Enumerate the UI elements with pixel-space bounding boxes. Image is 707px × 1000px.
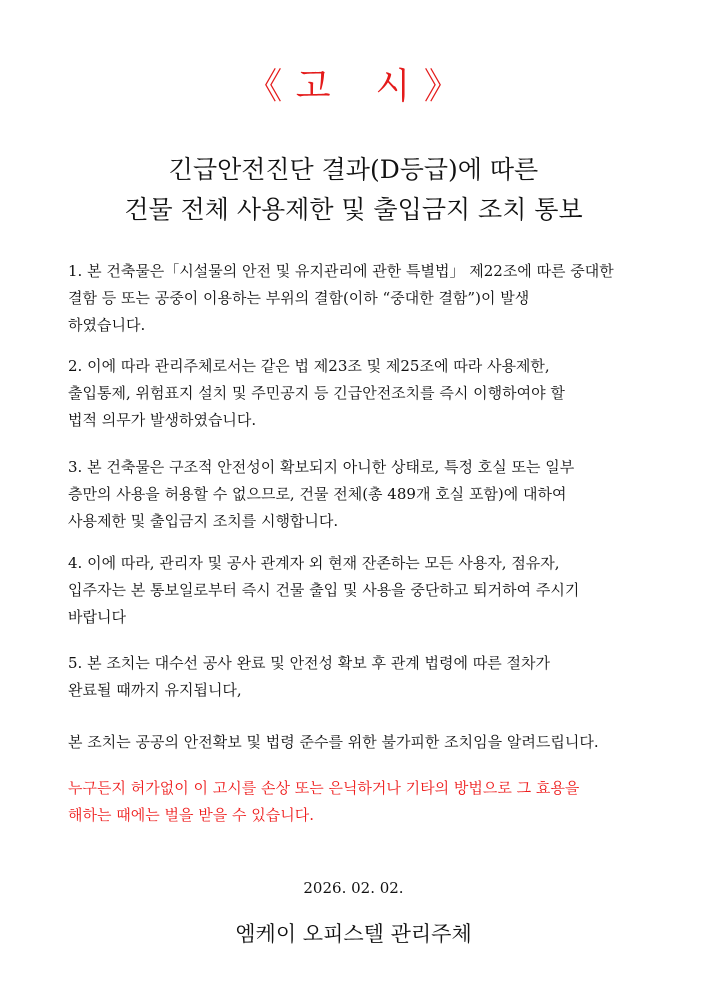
warning-line: 누구든지 허가없이 이 고시를 손상 또는 은닉하거나 기타의 방법으로 그 효용을 <box>68 779 580 797</box>
paragraph-line: 5. 본 조치는 대수선 공사 완료 및 안전성 확보 후 관계 법령에 따른 절차가 <box>68 654 551 672</box>
paragraph-line: 완료될 때까지 유지됩니다, <box>68 681 242 699</box>
closing-statement <box>68 729 668 756</box>
warning-text <box>68 775 668 829</box>
paragraph-line: 3. 본 건축물은 구조적 안전성이 확보되지 아니한 상태로, 특정 호실 또는 일부 <box>68 458 575 476</box>
paragraph-2 <box>68 353 668 434</box>
paragraph-line: 결함 등 또는 공중이 이용하는 부위의 결함(이하 “중대한 결함”)이 발생 <box>68 289 530 307</box>
notice-title-close: 시 》 <box>375 66 461 107</box>
paragraph-4 <box>68 550 668 631</box>
paragraph-line: 입주자는 본 통보일로부터 즉시 건물 출입 및 사용을 중단하고 퇴거하여 주시기 <box>68 581 580 599</box>
warning-line: 해하는 때에는 벌을 받을 수 있습니다. <box>68 806 314 824</box>
paragraph-line: 하였습니다. <box>68 316 146 334</box>
paragraph-line: 출입통제, 위험표지 설치 및 주민공지 등 긴급안전조치를 즉시 이행하여야 할 <box>68 384 565 402</box>
headline-line-2: 건물 전체 사용제한 및 출입금지 조치 통보 <box>124 195 583 224</box>
headline-line-1: 긴급안전진단 결과(D등급)에 따른 <box>168 155 539 184</box>
paragraph-line: 층만의 사용을 허용할 수 없으므로, 건물 전체(총 489개 호실 포함)에 대하여 <box>68 485 567 503</box>
paragraph-line: 법적 의무가 발생하였습니다. <box>68 411 257 429</box>
paragraph-1 <box>68 258 668 339</box>
paragraph-line: 4. 이에 따라, 관리자 및 공사 관계자 외 현재 잔존하는 모든 사용자, 점유자, <box>68 554 560 572</box>
notice-date: 2026. 02. 02. <box>303 879 404 897</box>
notice-title-open: 《 고 <box>246 66 332 107</box>
paragraph-line: 사용제한 및 출입금지 조치를 시행합니다. <box>68 512 339 530</box>
paragraph-3 <box>68 454 668 535</box>
paragraph-line: 본 조치는 공공의 안전확보 및 법령 준수를 위한 불가피한 조치임을 알려드립니다. <box>68 733 599 751</box>
issuer-name: 엠케이 오피스텔 관리주체 <box>235 922 472 946</box>
paragraph-line: 2. 이에 따라 관리주체로서는 같은 법 제23조 및 제25조에 따라 사용제한, <box>68 357 550 375</box>
paragraph-5 <box>68 650 668 704</box>
paragraph-line: 1. 본 건축물은「시설물의 안전 및 유지관리에 관한 특별법」 제22조에 따른 중대한 <box>68 262 614 280</box>
paragraph-line: 바랍니다 <box>68 608 126 626</box>
notice-title <box>0 62 707 112</box>
